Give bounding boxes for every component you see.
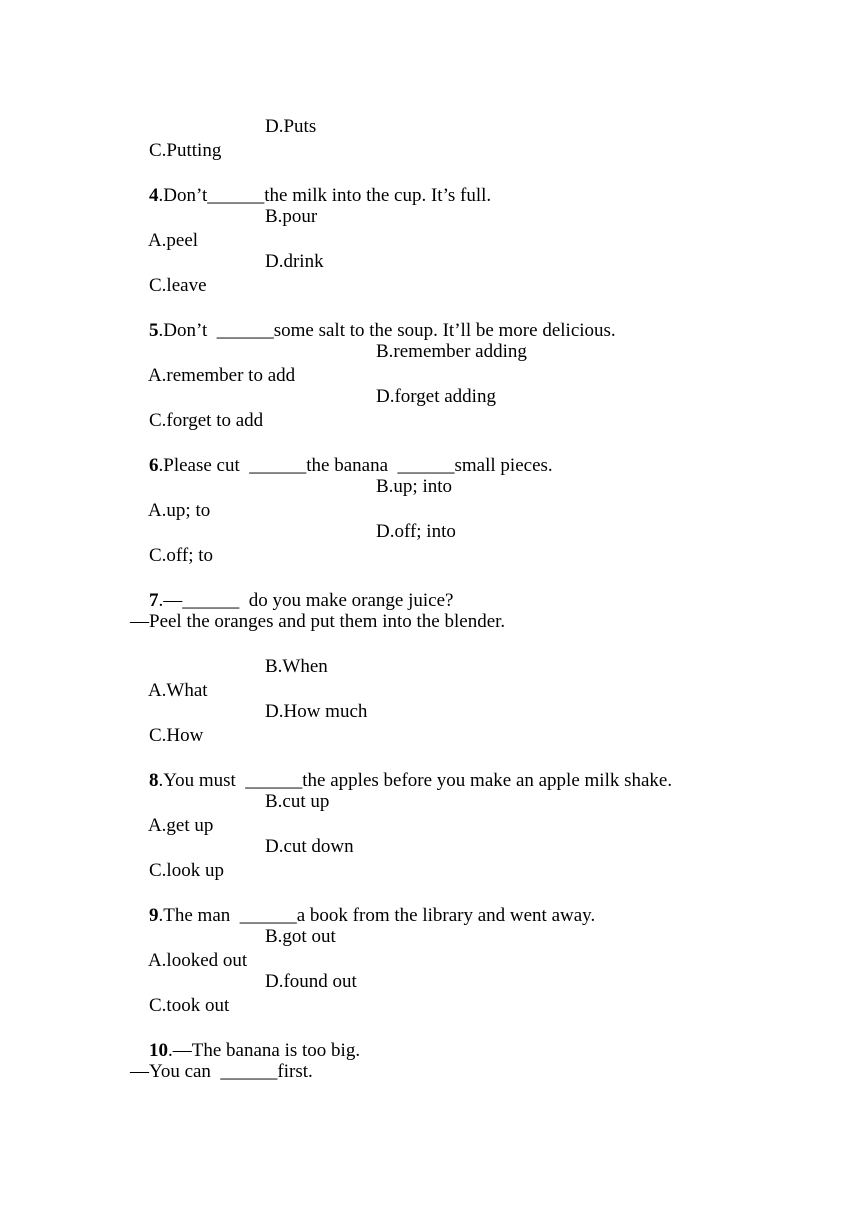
q5-stem (130, 295, 616, 341)
q7-stem-text: .—______ do you make orange juice? (158, 590, 454, 611)
q5-option-d: D.forget adding (376, 386, 496, 407)
q6-options-row-2 (130, 520, 456, 566)
q6-option-b: B.up; into (376, 476, 453, 497)
q9-stem (130, 880, 596, 926)
q10-number: 10 (149, 1040, 168, 1061)
q5-option-b: B.remember adding (376, 341, 527, 362)
q5-option-a: A.remember to add (147, 365, 296, 386)
q4-number: 4 (149, 185, 159, 206)
q9-option-c: C.took out (149, 995, 230, 1016)
q8-option-c: C.look up (149, 860, 224, 881)
q8-option-a: A.get up (147, 815, 214, 836)
q8-options-row-2 (130, 835, 354, 881)
q6-option-d: D.off; into (376, 521, 456, 542)
q7-number: 7 (149, 590, 159, 611)
q5-option-c: C.forget to add (149, 410, 264, 431)
q8-stem (130, 745, 673, 791)
q3-options-row-2 (130, 115, 317, 161)
q4-options-row-1 (130, 205, 318, 251)
q9-option-d: D.found out (265, 971, 357, 992)
q9-number: 9 (149, 905, 159, 926)
q10-stem-text: .—The banana is too big. (168, 1040, 361, 1061)
q6-number: 6 (149, 455, 159, 476)
q6-stem (130, 430, 553, 476)
q7-option-a: A.What (147, 680, 208, 701)
q8-option-b: B.cut up (265, 791, 330, 812)
q6-options-row-1 (130, 475, 453, 521)
q7-reply: —Peel the oranges and put them into the blender. (130, 611, 506, 632)
q7-option-c: C.How (149, 725, 204, 746)
q4-option-d: D.drink (265, 251, 324, 272)
q9-options-row-1 (130, 925, 336, 971)
q7-option-b: B.When (265, 656, 328, 677)
q7-option-d: D.How much (265, 701, 368, 722)
q5-number: 5 (149, 320, 159, 341)
q8-option-d: D.cut down (265, 836, 354, 857)
q9-option-b: B.got out (265, 926, 336, 947)
q6-option-c: C.off; to (149, 545, 214, 566)
q3-option-d: D.Puts (265, 116, 317, 137)
q4-stem (130, 160, 492, 206)
q4-options-row-2 (130, 250, 324, 296)
q5-options-row-2 (130, 385, 496, 431)
q7-options-row-2 (130, 700, 368, 746)
q4-stem-text: .Don’t______the milk into the cup. It’s full. (158, 185, 492, 206)
q5-stem-text: .Don’t ______some salt to the soup. It’ll be more delicious. (158, 320, 616, 341)
q7-options-row-1 (130, 655, 328, 701)
q9-option-a: A.looked out (147, 950, 248, 971)
q9-options-row-2 (130, 970, 357, 1016)
q6-stem-text: .Please cut ______the banana ______small pieces. (158, 455, 553, 476)
q8-number: 8 (149, 770, 159, 791)
q8-stem-text: .You must ______the apples before you make an apple milk shake. (158, 770, 673, 791)
q9-stem-text: .The man ______a book from the library and went away. (158, 905, 596, 926)
q4-option-a: A.peel (147, 230, 199, 251)
q4-option-b: B.pour (265, 206, 318, 227)
q10-stem (130, 1015, 361, 1061)
q5-options-row-1 (130, 340, 527, 386)
q10-reply: —You can ______first. (130, 1061, 313, 1082)
q6-option-a: A.up; to (147, 500, 211, 521)
q3-option-c: C.Putting (149, 140, 222, 161)
q7-stem (130, 565, 454, 611)
q8-options-row-1 (130, 790, 330, 836)
q4-option-c: C.leave (149, 275, 207, 296)
